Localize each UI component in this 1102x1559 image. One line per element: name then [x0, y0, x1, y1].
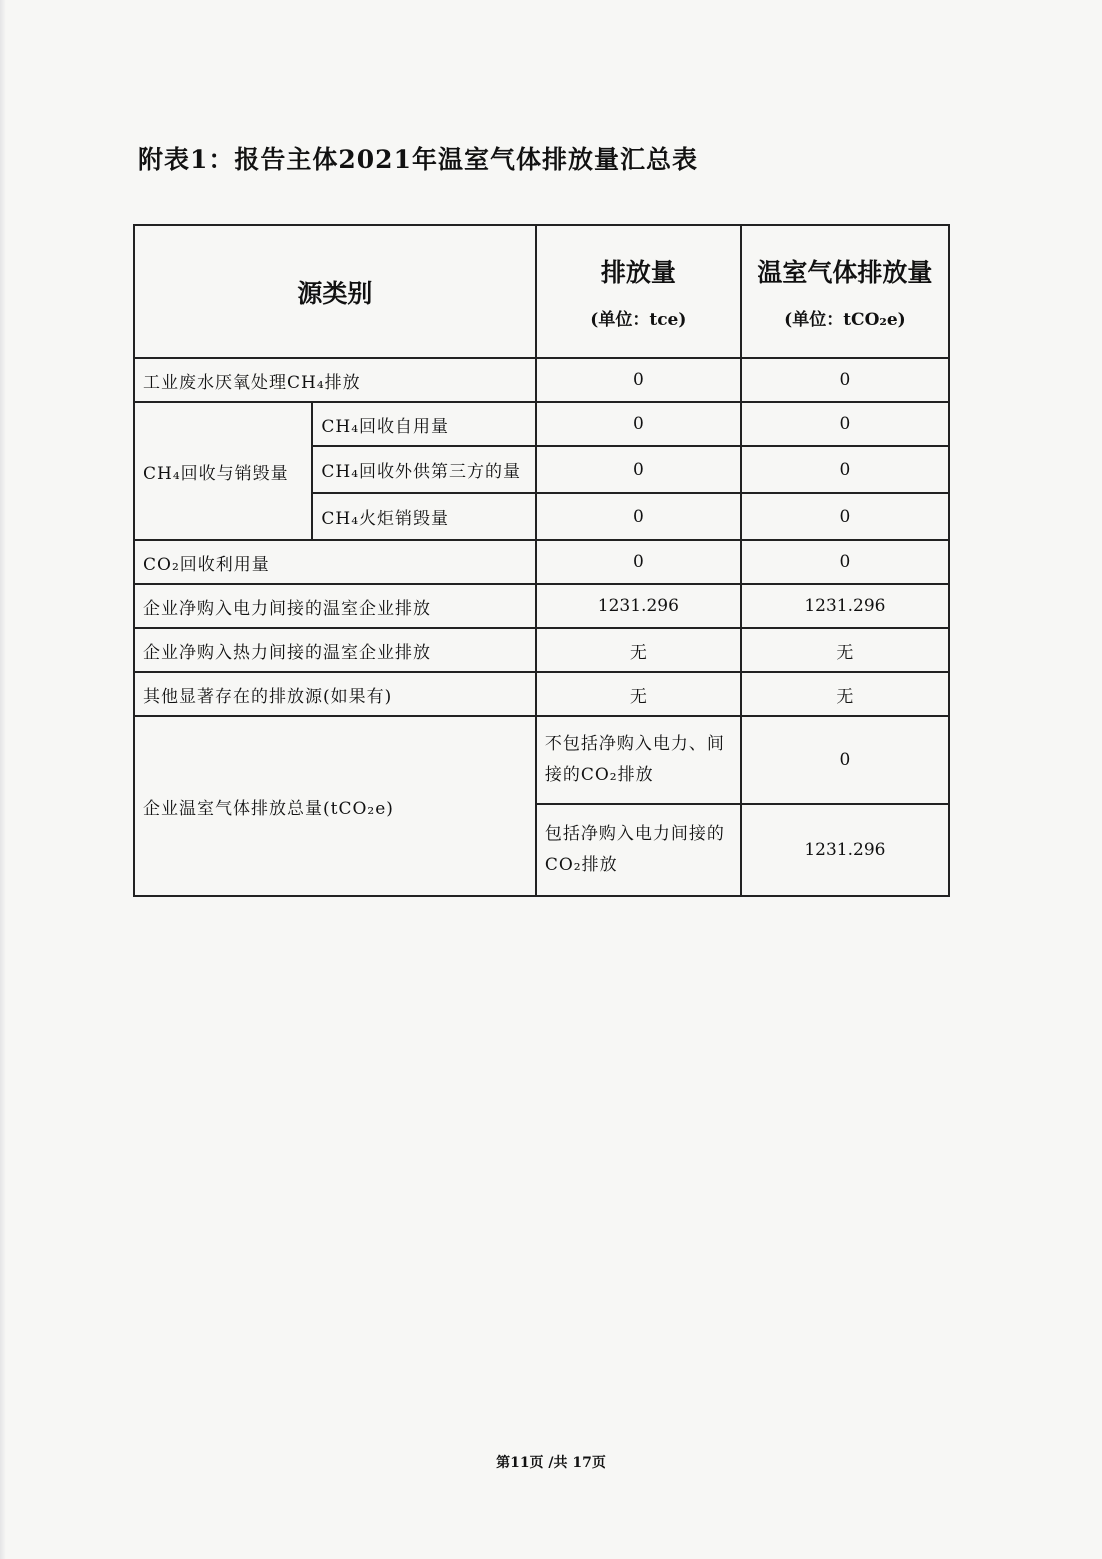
row-wastewater-emission: 0: [536, 358, 741, 402]
row-other-sources-ghg: 无: [741, 672, 949, 716]
table-row: [134, 716, 949, 804]
table-header-row: [134, 225, 949, 358]
row-total-incl-value: 1231.296: [741, 804, 949, 896]
header-ghg-title: 温室气体排放量: [757, 258, 933, 287]
header-emission: [536, 225, 741, 358]
row-heat-ghg: 无: [741, 628, 949, 672]
table-row: [134, 358, 949, 402]
row-other-sources-emission: 无: [536, 672, 741, 716]
row-ch4-third-party-emission: 0: [536, 446, 741, 493]
row-ch4-flare-ghg: 0: [741, 493, 949, 540]
row-ch4-self-use-emission: 0: [536, 402, 741, 446]
row-ch4-third-party-label: CH₄回收外供第三方的量: [312, 446, 535, 493]
row-electricity-emission: 1231.296: [536, 584, 741, 628]
header-source-category: 源类别: [134, 225, 536, 358]
row-heat-emission: 无: [536, 628, 741, 672]
row-wastewater-label: 工业废水厌氧处理CH₄排放: [134, 358, 536, 402]
header-emission-unit: (单位：tce): [590, 310, 687, 330]
row-co2-recovery-label: CO₂回收利用量: [134, 540, 536, 584]
header-ghg-unit: (单位：tCO₂e): [784, 310, 906, 330]
row-total-excl-value: 0: [741, 716, 949, 804]
scan-edge: [0, 0, 6, 1559]
row-co2-recovery-emission: 0: [536, 540, 741, 584]
row-electricity-label: 企业净购入电力间接的温室企业排放: [134, 584, 536, 628]
row-ch4-third-party-ghg: 0: [741, 446, 949, 493]
row-wastewater-ghg: 0: [741, 358, 949, 402]
row-heat-label: 企业净购入热力间接的温室企业排放: [134, 628, 536, 672]
table-row: [134, 540, 949, 584]
row-total-excl-label: 不包括净购入电力、间接的CO₂排放: [536, 716, 741, 804]
page-footer: 第11页 /共 17页: [496, 1455, 606, 1471]
row-ch4-recovery-group-label: CH₄回收与销毁量: [134, 402, 312, 540]
table-row: [134, 628, 949, 672]
table-row: [134, 672, 949, 716]
emission-summary-table: [133, 224, 950, 897]
page-title: 附表1：报告主体2021年温室气体排放量汇总表: [138, 145, 698, 174]
row-ch4-self-use-label: CH₄回收自用量: [312, 402, 535, 446]
table-row: [134, 402, 949, 446]
header-emission-title: 排放量: [600, 258, 676, 287]
table-row: [134, 584, 949, 628]
row-electricity-ghg: 1231.296: [741, 584, 949, 628]
row-ch4-self-use-ghg: 0: [741, 402, 949, 446]
row-ch4-flare-emission: 0: [536, 493, 741, 540]
header-ghg: [741, 225, 949, 358]
row-other-sources-label: 其他显著存在的排放源(如果有): [134, 672, 536, 716]
row-total-incl-label: 包括净购入电力间接的CO₂排放: [536, 804, 741, 896]
row-co2-recovery-ghg: 0: [741, 540, 949, 584]
row-total-label: 企业温室气体排放总量(tCO₂e): [134, 716, 536, 896]
row-ch4-flare-label: CH₄火炬销毁量: [312, 493, 535, 540]
